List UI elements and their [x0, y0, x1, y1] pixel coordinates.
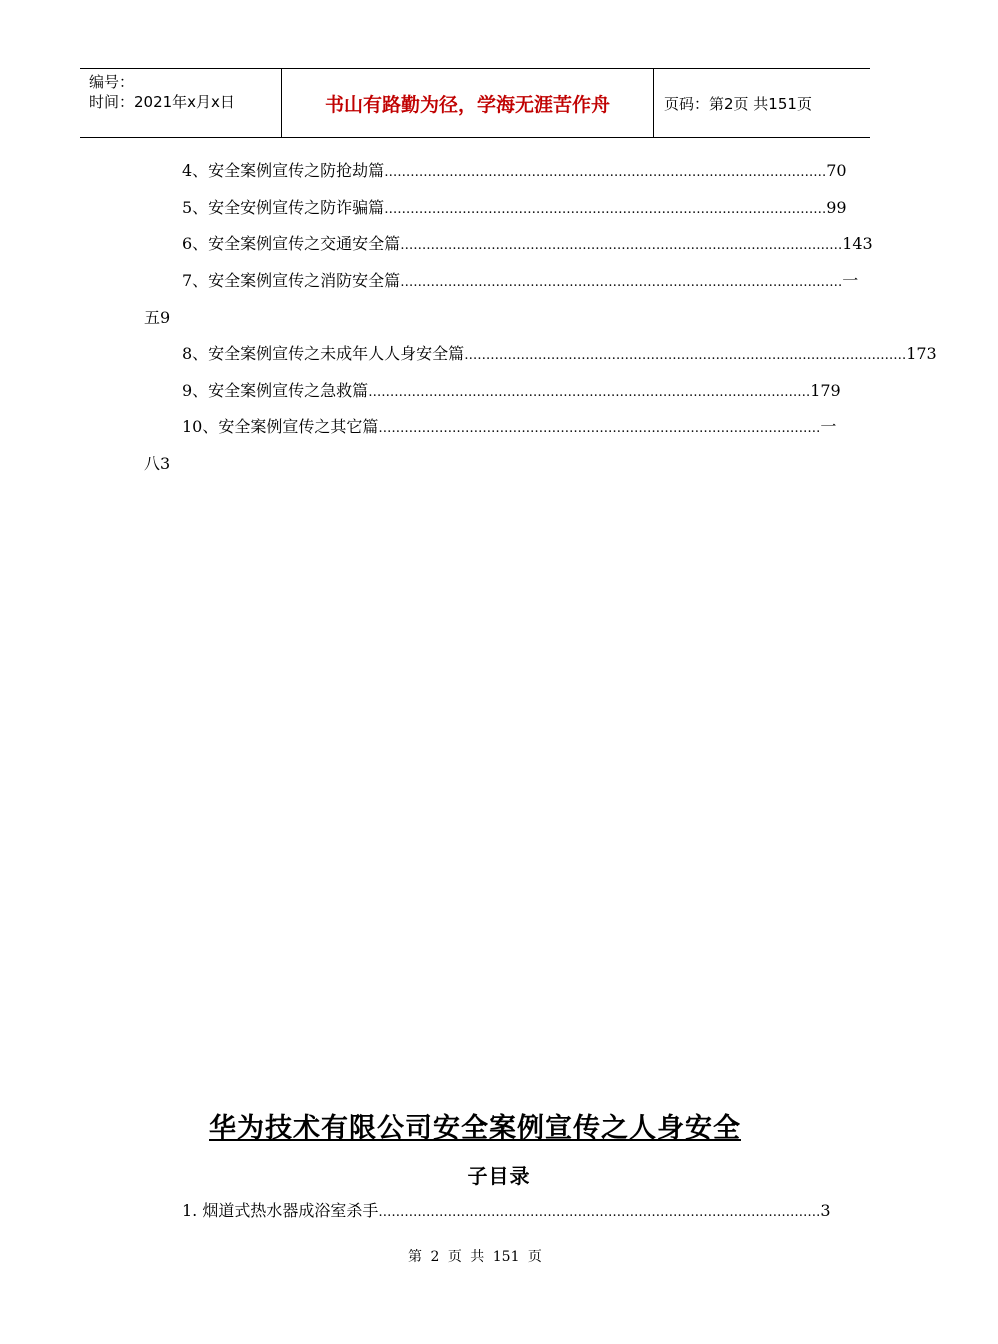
- toc-entry-page-continuation: 八3: [144, 454, 171, 473]
- toc-entry-page: 一: [820, 417, 837, 436]
- sub-directory-title: 子目录: [467, 1164, 531, 1188]
- toc-entry-text: 6、安全案例宣传之交通安全篇: [182, 234, 401, 253]
- sub-toc-entry-page: 3: [820, 1201, 831, 1220]
- toc-entry-text: 8、安全案例宣传之未成年人人身安全篇: [182, 344, 465, 363]
- toc-entry-page: 70: [826, 161, 847, 180]
- toc-leader: …………………………………………………………………………………………: [378, 1205, 821, 1220]
- time-label: 时间：2021年x月x日: [89, 93, 235, 111]
- toc-leader: …………………………………………………………………………………………: [368, 385, 811, 400]
- toc-entry[interactable]: [182, 270, 859, 292]
- header-meta: [80, 69, 281, 137]
- header-page-info: 页码：第2页 共151页: [664, 94, 812, 113]
- toc-entry-page: 143: [842, 234, 873, 253]
- toc-entry-text: 7、安全案例宣传之消防安全篇: [182, 271, 401, 290]
- toc-entry-page: 99: [826, 198, 847, 217]
- toc-entry-text: 5、安全安例宣传之防诈骗篇: [182, 198, 385, 217]
- toc-entry-page: 179: [810, 381, 841, 400]
- sub-toc-entry-text: 1. 烟道式热水器成浴室杀手: [182, 1201, 379, 1220]
- toc-entry[interactable]: [182, 380, 841, 402]
- toc-entry[interactable]: [182, 197, 847, 219]
- toc-entry-page: 一: [842, 271, 859, 290]
- toc-entry[interactable]: [182, 416, 837, 438]
- toc-leader: …………………………………………………………………………………………: [384, 165, 827, 180]
- toc-entry-page: 173: [906, 344, 937, 363]
- toc-entry[interactable]: [182, 233, 873, 255]
- number-label: 编号：: [89, 73, 135, 91]
- toc-entry-text: 9、安全案例宣传之急救篇: [182, 381, 369, 400]
- page-footer: 第 2 页 共 151 页: [408, 1249, 542, 1265]
- header-motto: 书山有路勤为径，学海无涯苦作舟: [281, 69, 654, 137]
- toc-leader: …………………………………………………………………………………………: [378, 421, 821, 436]
- toc-leader: …………………………………………………………………………………………: [464, 348, 907, 363]
- toc-leader: …………………………………………………………………………………………: [400, 275, 843, 290]
- page-header: [80, 68, 870, 138]
- sub-toc-entry[interactable]: [182, 1200, 831, 1222]
- toc-leader: …………………………………………………………………………………………: [400, 238, 843, 253]
- toc-entry-text: 10、安全案例宣传之其它篇: [182, 417, 379, 436]
- section-title: 华为技术有限公司安全案例宣传之人身安全: [209, 1113, 741, 1144]
- toc-entry-text: 4、安全案例宣传之防抢劫篇: [182, 161, 385, 180]
- toc-entry-page-continuation: 五9: [144, 308, 171, 327]
- toc-entry[interactable]: [182, 343, 937, 365]
- toc-leader: …………………………………………………………………………………………: [384, 202, 827, 217]
- toc-entry[interactable]: [182, 160, 847, 182]
